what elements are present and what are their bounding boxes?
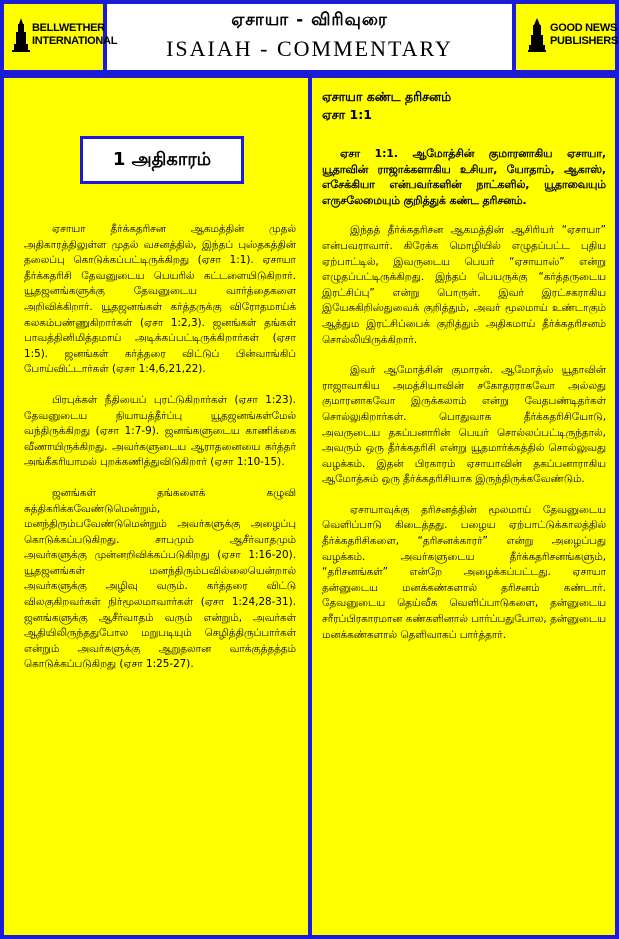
good-news-logo — [512, 4, 618, 70]
logo-line: GOOD NEWS — [550, 22, 617, 34]
title-english: ISAIAH - COMMENTARY — [166, 36, 453, 61]
bellwether-logo-text — [32, 22, 117, 48]
section-heading: ஏசாயா கண்ட தரிசனம் — [322, 89, 452, 104]
chapter-title: 1 அதிகாரம் — [80, 136, 244, 184]
left-text — [24, 222, 296, 688]
right-text — [322, 88, 606, 658]
left-column — [4, 78, 308, 935]
paragraph: ஏசாயாவுக்கு தரிசனத்தின் மூலமாய் தேவனுடைய வெளிப்பாடு கிடைத்தது. பழைய ஏற்பாட்டுக்காலத்தில் தீர்க்கதரிசிகளை, “தரிசனக்காரர்” என்று அழைப்பது வழக்கம். அவர்களுடைய தீர்க்கதரிசனங்களும், “தரிசனங்கள்” என்றே அழைக்கப்பட்டது. ஏசாயா தன்னுடைய மனக்கண்களால் தரிசனம் கண்டார். தேவனுடைய தெய்வீக வெளிப்பாடுகளை, தன்னுடைய சரீரப்பிரகாரமான கண்களினால் பார்ப்பதுபோல, தன்னுடைய மனக்கண்களால் தெளிவாகப் பார்த்தார். — [322, 503, 606, 641]
page-title — [111, 4, 508, 70]
bellwether-logo — [4, 4, 118, 70]
logo-line: PUBLISHERS — [550, 35, 618, 47]
header — [0, 0, 619, 74]
paragraph: ஏசாயா தீர்க்கதரிசன ஆகமத்தின் முதல் அதிகாரத்திலுள்ள முதல் வசனத்தில், இந்தப் புஸ்தகத்தின் தலைப்பு கொடுக்கப்பட்டிருக்கிறது (ஏசா 1:1). ஏசாயா தீர்க்கதரிசி தேவனுடைய பெயரில் கட்டளையிடுகிறார். யூதஜனங்களுக்கு தேவனுடைய வார்த்தைகளை அறிவிக்கிறார். யூதஜனங்கள் கர்த்தருக்கு விரோதமாய்க் கலகம்பண்ணுகிறார்கள் (ஏசா 1:2,3). ஜனங்கள் தங்கள் பாவத்தினிமித்தமாய் அடிக்கப்பட்டிருக்கிறார்கள் (ஏசா 1:5). ஜனங்கள் கர்த்தரை விட்டுப் பின்வாங்கிப் போய்விட்டார்கள் (ஏசா 1:4,6,21,22). — [24, 223, 296, 376]
title-tamil: ஏசாயா - விரிவுரை — [231, 10, 388, 30]
section-reference: ஏசா 1:1 — [322, 107, 372, 122]
right-column — [312, 78, 615, 935]
paragraph: இந்தத் தீர்க்கதரிசன ஆகமத்தின் ஆசிரியர் “ஏசாயா” என்பவராவார். கிரேக்க மொழியில் எழுதப்பட்ட புதிய ஏற்பாட்டில், இவருடைய பெயர் “ஏசாயாஸ்” என்று எழுதப்பட்டிருக்கிறது. இந்தப் பெயருக்கு “கர்த்தருடைய இரட்சிப்பு” என்று பொருள். இவர் இரட்சகராகிய இயேசுகிறிஸ்துவைக் குறித்தும், அவர் மூலமாய் உண்டாகும் ஆத்தும இரட்சிப்பைக் குறித்தும் அதிகமாய் தீர்க்கதரிசனம் சொல்லியிருக்கிறார். — [322, 224, 606, 346]
verse-text: ஏசா 1:1. ஆமோத்சின் குமாரனாகிய ஏசாயா, யூதாவின் ராஜாக்களாகிய உசியா, யோதாம், ஆகாஸ், எசேக்கியா என்பவர்களின் நாட்களில், யூதாவையும் எருசலேமையும் குறித்துக் கண்ட தரிசனம். — [322, 147, 606, 207]
good-news-logo-text — [550, 22, 618, 48]
paragraph: இவர் ஆமோத்சின் குமாரன். ஆமோத்ஸ் யூதாவின் ராஜாவாகிய அமத்சியாவின் சகோதரராகவோ அல்லது குமாரனாகவோ இருக்கலாம் என்று வேதபண்டிதர்கள் சொல்லுகிறார்கள். பொதுவாக தீர்க்கதரிசியோடு, அவருடைய தகப்பனாரின் பெயர் சொல்லப்பட்டிருந்தால், அவரும் ஒரு தீர்க்கதரிசி என்று யூதமார்க்கத்தில் சொல்லுவது வழக்கம். இதன் பிரகாரம் ஏசாயாவின் தகப்பனாராகிய ஆமோத்சும் ஒரு தீர்க்கதரிசியாக இருந்திருக்கவேண்டும். — [322, 364, 606, 486]
logo-line: BELLWETHER — [32, 22, 105, 34]
tower-icon — [528, 18, 546, 52]
logo-line: INTERNATIONAL — [32, 35, 118, 47]
paragraph: பிரபுக்கள் நீதியைப் புரட்டுகிறார்கள் (ஏசா 1:23). தேவனுடைய நியாயத்தீர்ப்பு யூதஜனங்கள்மேல் வந்திருக்கிறது (ஏசா 1:7-9). ஜனங்களுடைய காணிக்கை வீணாயிருக்கிறது. அவர்களுடைய ஆராதனையை கர்த்தர் அங்கீகரியாமல் புறக்கணித்துவிடுகிறார் (ஏசா 1:10-15). — [24, 393, 296, 469]
paragraph: ஜனங்கள் தங்களைக் கழுவி சுத்திகரிக்கவேண்டுமென்றும், மனந்திரும்பவேண்டுமென்றும் அவர்களுக்கு அழைப்பு கொடுக்கப்படுகிறது. சாபமும் ஆசீர்வாதமும் அவர்களுக்கு முன்னறிவிக்கப்படுகிறது (ஏசா 1:16-20). யூதஜனங்கள் மனந்திரும்பவில்லையென்றால் அவர்களுக்கு அழிவு வரும். கர்த்தரை விட்டு விலகுகிறவர்கள் நிர்மூலமாவார்கள் (ஏசா 1:24,28-31). ஜனங்களுக்கு ஆசீர்வாதம் வரும் என்றும், அவர்கள் ஆதியிலிருந்ததுபோல மறுபடியும் செழித்திருப்பார்கள் என்றும் அவர்களுக்கு ஆறுதலான வாக்குத்தத்தம் கொடுக்கப்படுகிறது (ஏசா 1:25-27). — [24, 486, 296, 671]
bell-tower-icon — [12, 18, 30, 52]
